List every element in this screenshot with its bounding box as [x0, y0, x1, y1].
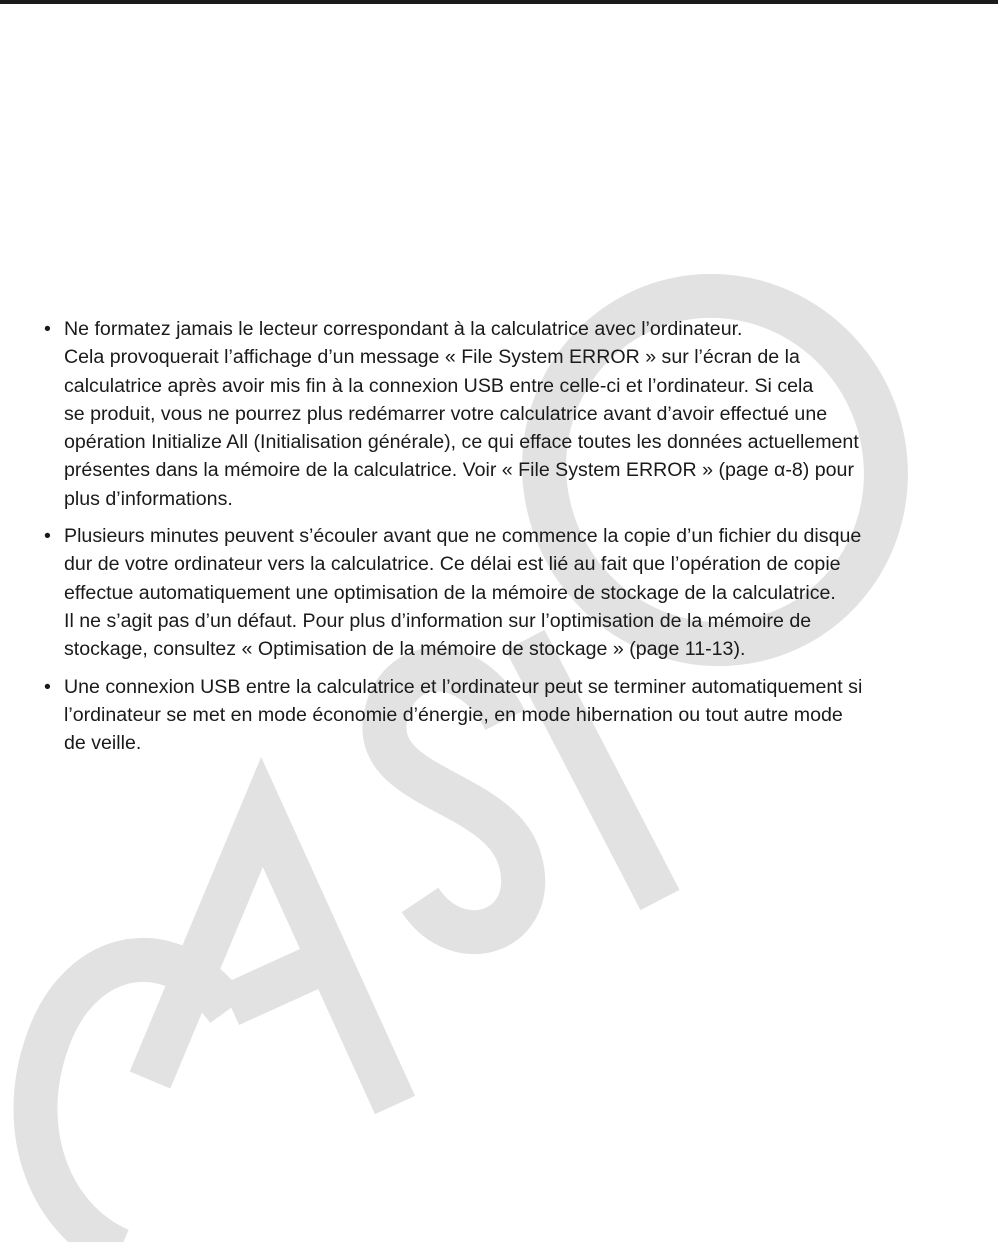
bullet-line: se produit, vous ne pourrez plus redémarrer votre calculatrice avant d’avoir effectué une — [64, 402, 828, 425]
bullet-marker: • — [44, 318, 51, 340]
bullet-line: Cela provoquerait l’affichage d’un message « File System ERROR » sur l’écran de la — [64, 346, 800, 369]
bullet-item — [44, 315, 998, 513]
bullet-line: calculatrice après avoir mis fin à la connexion USB entre celle-ci et l’ordinateur. Si cela — [64, 374, 814, 397]
bullet-marker: • — [44, 675, 51, 698]
bullet-line: de veille. — [64, 732, 142, 755]
bullet-line: présentes dans la mémoire de la calculatrice. Voir « File System ERROR » (page α-8) pour — [64, 459, 854, 482]
bullet-line: stockage, consultez « Optimisation de la mémoire de stockage » (page 11-13). — [64, 638, 746, 661]
bullet-line: Une connexion USB entre la calculatrice et l’ordinateur peut se terminer automatiquement si — [64, 675, 863, 698]
bullet-line: Il ne s’agit pas d’un défaut. Pour plus d’information sur l’optimisation de la mémoire de — [64, 609, 812, 632]
notes-list — [44, 315, 998, 757]
bullet-item — [44, 522, 998, 663]
bullet-marker: • — [44, 525, 51, 548]
bullet-line: l’ordinateur se met en mode économie d’énergie, en mode hibernation ou tout autre mode — [64, 703, 843, 726]
bullet-line: Ne formatez jamais le lecteur correspondant à la calculatrice avec l’ordinateur. — [64, 318, 743, 340]
bullet-line: plus d’informations. — [64, 487, 233, 510]
bullet-line: dur de votre ordinateur vers la calculatrice. Ce délai est lié au fait que l’opération de copie — [64, 553, 841, 576]
bullet-item — [44, 673, 998, 758]
bullet-line: Plusieurs minutes peuvent s’écouler avant que ne commence la copie d’un fichier du disque — [64, 525, 862, 548]
bullet-line: effectue automatiquement une optimisation de la mémoire de stockage de la calculatrice. — [64, 581, 836, 604]
bullet-line: opération Initialize All (Initialisation générale), ce qui efface toutes les données actuellement — [64, 431, 859, 454]
watermark-letter-a — [150, 812, 395, 1105]
